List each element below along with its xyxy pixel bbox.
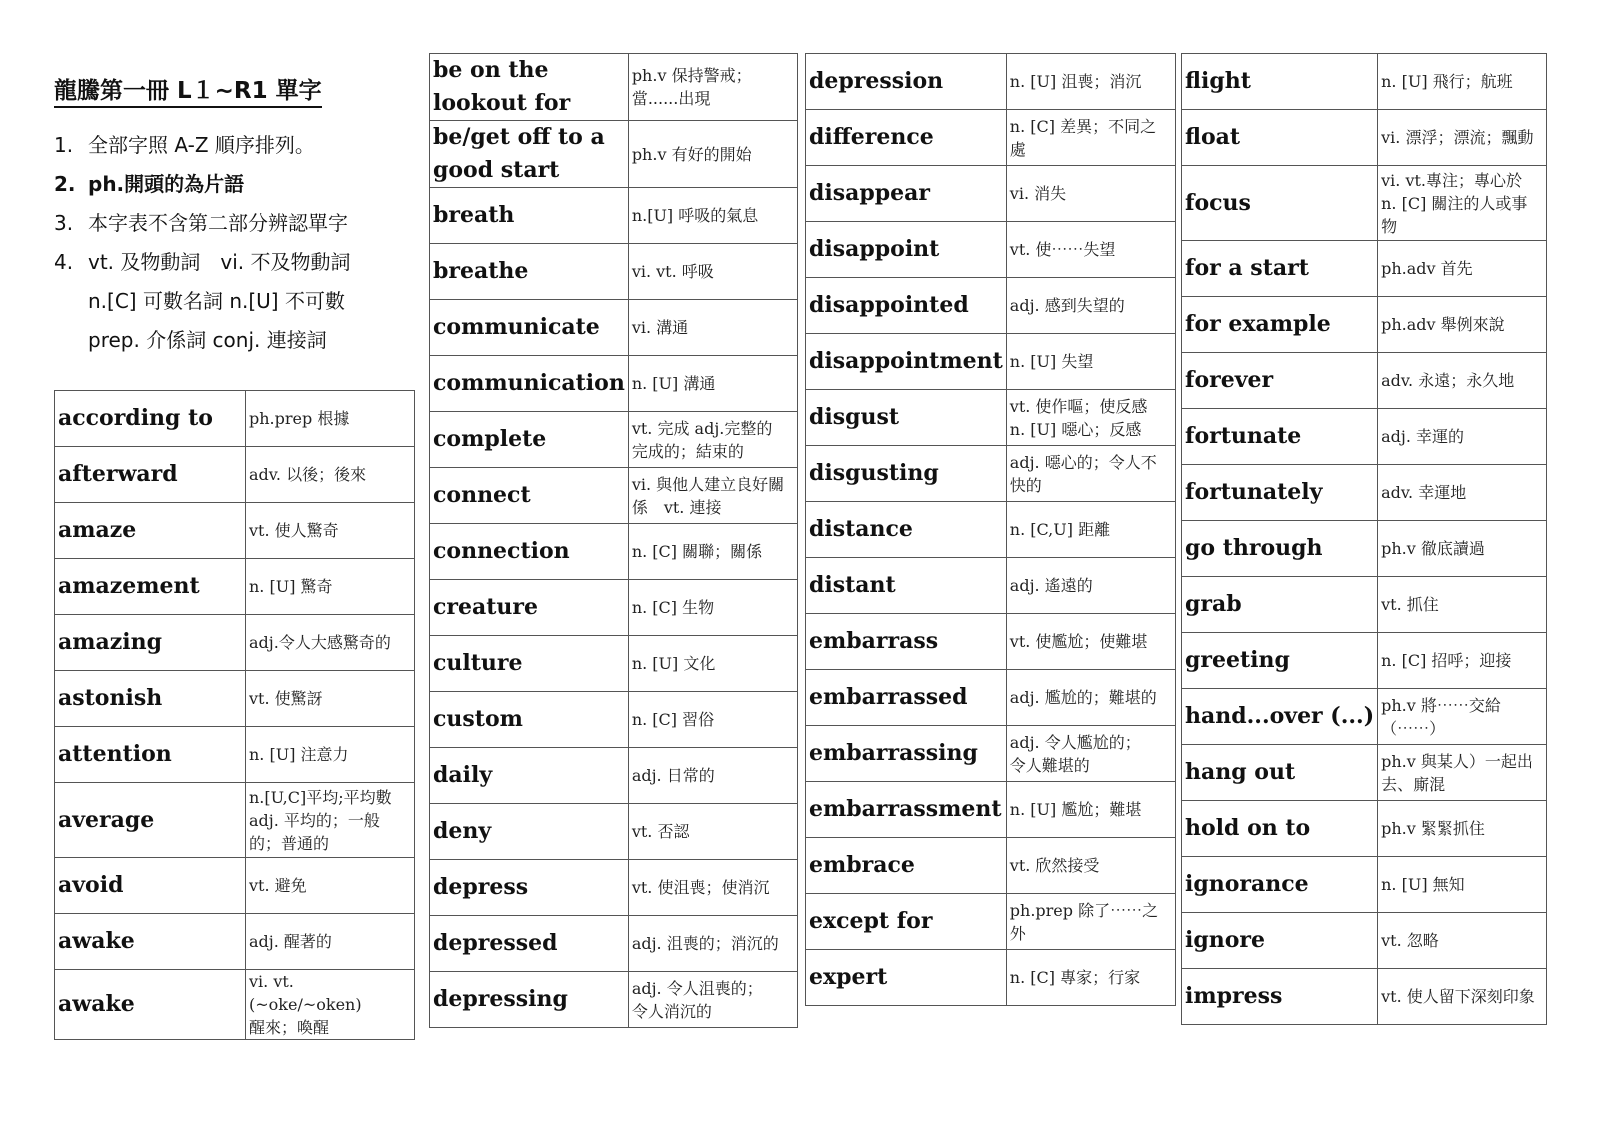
- vocab-row: [806, 670, 1176, 726]
- vocab-word: daily: [430, 748, 629, 804]
- meaning-line: vi. 與他人建立良好關係 vt. 連接: [631, 474, 785, 517]
- meaning-line: adj. 尷尬的；難堪的: [1009, 688, 1157, 707]
- vocab-meaning: [1006, 222, 1175, 278]
- vocab-meaning: [1006, 614, 1175, 670]
- vocab-meaning: [1006, 110, 1175, 166]
- vocab-meaning: [1006, 782, 1175, 838]
- usage-notes: [54, 126, 414, 360]
- vocab-word: ignore: [1182, 913, 1378, 969]
- vocab-meaning: [246, 858, 415, 914]
- meaning-line: vi. vt. (~oke/~oken): [249, 972, 362, 1014]
- vocab-meaning: [1378, 689, 1547, 745]
- note-text: ph.開頭的為片語: [88, 172, 245, 196]
- meaning-line: ph.v 與某人）一起出去、廝混: [1381, 751, 1533, 794]
- meaning-line: n.[U] 呼吸的氣息: [631, 206, 759, 225]
- vocab-row: [430, 972, 798, 1028]
- meaning-line: vt. 使沮喪；使消沉: [631, 878, 770, 897]
- vocab-meaning: [1378, 857, 1547, 913]
- vocab-meaning: [628, 692, 797, 748]
- meaning-line: n. [U] 溝通: [631, 374, 716, 393]
- meaning-line: vt. 抓住: [1381, 595, 1439, 614]
- sheet-title: 龍騰第一冊 L１~R1 單字: [54, 72, 322, 108]
- meaning-line: n. [U] 驚奇: [249, 577, 333, 596]
- meaning-line: n. [U] 飛行；航班: [1381, 72, 1513, 91]
- meaning-line: n. [U] 尷尬；難堪: [1009, 800, 1142, 819]
- meaning-line: 令人難堪的: [1009, 755, 1090, 775]
- note-text: n.[C] 可數名詞 n.[U] 不可數: [88, 289, 345, 313]
- vocab-word: average: [55, 783, 246, 858]
- vocab-row: [806, 782, 1176, 838]
- vocab-row: [1182, 54, 1547, 110]
- vocab-meaning: [1378, 409, 1547, 465]
- meaning-line: vi. vt.專注；專心於: [1381, 170, 1522, 190]
- vocab-meaning: [1378, 166, 1547, 241]
- meaning-line: vt. 完成 adj.完整的: [631, 418, 773, 438]
- meaning-line: vt. 使驚訝: [249, 689, 323, 708]
- vocab-row: [806, 502, 1176, 558]
- vocab-word: hold on to: [1182, 801, 1378, 857]
- vocab-meaning: [1006, 670, 1175, 726]
- vocab-word: amazing: [55, 615, 246, 671]
- vocab-row: [430, 54, 798, 121]
- vocab-row: [806, 54, 1176, 110]
- meaning-line: vi. vt. 呼吸: [631, 262, 714, 281]
- vocab-table-2: [429, 53, 798, 1028]
- vocab-word: for a start: [1182, 241, 1378, 297]
- vocab-word: disappear: [806, 166, 1007, 222]
- vocab-row: [55, 615, 415, 671]
- vocab-row: [55, 671, 415, 727]
- vocab-meaning: [1378, 353, 1547, 409]
- meaning-line: 令人消沉的: [631, 1001, 712, 1021]
- vocab-meaning: [1378, 577, 1547, 633]
- vocab-meaning: [246, 727, 415, 783]
- vocab-word: be on the lookout for: [430, 54, 629, 121]
- vocab-meaning: [246, 914, 415, 970]
- meaning-line: vt. 使人留下深刻印象: [1381, 987, 1535, 1006]
- vocab-meaning: [1378, 913, 1547, 969]
- meaning-line: n. [U] 沮喪；消沉: [1009, 72, 1142, 91]
- vocab-row: [430, 860, 798, 916]
- meaning-line: vt. 使⋯⋯失望: [1009, 240, 1116, 259]
- meaning-line: ph.prep 根據: [249, 409, 350, 428]
- vocab-word: distance: [806, 502, 1007, 558]
- vocab-meaning: [628, 860, 797, 916]
- vocab-row: [1182, 521, 1547, 577]
- vocab-meaning: [1378, 110, 1547, 166]
- vocab-row: [806, 166, 1176, 222]
- vocab-word: breath: [430, 188, 629, 244]
- vocab-row: [430, 244, 798, 300]
- meaning-line: n. [C] 差異；不同之處: [1009, 116, 1157, 159]
- note-item: [54, 126, 414, 165]
- vocab-word: communicate: [430, 300, 629, 356]
- vocab-word: embarrassing: [806, 726, 1007, 782]
- meaning-line: ph.adv 舉例來說: [1381, 315, 1505, 334]
- meaning-line: vt. 使尷尬；使難堪: [1009, 632, 1148, 651]
- vocab-meaning: [628, 524, 797, 580]
- vocab-meaning: [628, 54, 797, 121]
- vocab-meaning: [628, 356, 797, 412]
- vocab-row: [1182, 969, 1547, 1025]
- vocab-word: creature: [430, 580, 629, 636]
- vocab-word: except for: [806, 894, 1007, 950]
- vocab-word: disgusting: [806, 446, 1007, 502]
- vocab-word: hang out: [1182, 745, 1378, 801]
- vocab-word: disappoint: [806, 222, 1007, 278]
- vocab-row: [430, 121, 798, 188]
- meaning-line: adj. 令人尷尬的；: [1009, 732, 1141, 752]
- vocab-meaning: [1006, 726, 1175, 782]
- vocab-meaning: [628, 748, 797, 804]
- meaning-line: vt. 忽略: [1381, 931, 1439, 950]
- meaning-line: ph.v 將⋯⋯交給（⋯⋯）: [1381, 695, 1501, 738]
- vocab-word: disgust: [806, 390, 1007, 446]
- vocab-row: [1182, 801, 1547, 857]
- vocab-word: embarrass: [806, 614, 1007, 670]
- vocab-meaning: [628, 188, 797, 244]
- vocab-row: [806, 222, 1176, 278]
- vocab-meaning: [1006, 950, 1175, 1006]
- vocab-word: breathe: [430, 244, 629, 300]
- vocab-row: [1182, 110, 1547, 166]
- vocab-meaning: [1378, 54, 1547, 110]
- meaning-line: vt. 欣然接受: [1009, 856, 1100, 875]
- meaning-line: adj. 沮喪的；消沉的: [631, 934, 779, 953]
- meaning-line: n. [U] 無知: [1381, 875, 1465, 894]
- vocab-word: difference: [806, 110, 1007, 166]
- vocab-meaning: [628, 121, 797, 188]
- meaning-line: adj. 日常的: [631, 766, 715, 785]
- vocab-row: [1182, 409, 1547, 465]
- vocab-meaning: [1378, 745, 1547, 801]
- meaning-line: 醒來；喚醒: [249, 1018, 330, 1037]
- vocab-row: [1182, 166, 1547, 241]
- vocab-word: embarrassment: [806, 782, 1007, 838]
- vocab-row: [806, 446, 1176, 502]
- vocab-meaning: [628, 412, 797, 468]
- vocab-meaning: [246, 503, 415, 559]
- vocab-meaning: [1378, 465, 1547, 521]
- vocab-meaning: [1006, 54, 1175, 110]
- vocab-row: [806, 894, 1176, 950]
- meaning-line: vi. 溝通: [631, 318, 689, 337]
- note-text: vt. 及物動詞 vi. 不及物動詞: [88, 250, 351, 274]
- vocab-row: [806, 110, 1176, 166]
- meaning-line: n. [C] 習俗: [631, 710, 715, 729]
- meaning-line: adj.令人大感驚奇的: [249, 633, 391, 652]
- vocab-row: [430, 692, 798, 748]
- vocab-meaning: [1006, 390, 1175, 446]
- vocab-word: avoid: [55, 858, 246, 914]
- vocab-row: [1182, 633, 1547, 689]
- meaning-line: adj. 令人沮喪的；: [631, 978, 763, 998]
- vocab-meaning: [1378, 297, 1547, 353]
- vocab-row: [55, 914, 415, 970]
- vocab-meaning: [628, 972, 797, 1028]
- meaning-line: adj. 幸運的: [1381, 427, 1465, 446]
- vocab-word: depression: [806, 54, 1007, 110]
- meaning-line: n. [U] 注意力: [249, 745, 349, 764]
- vocab-row: [1182, 745, 1547, 801]
- vocab-row: [55, 503, 415, 559]
- vocab-meaning: [1006, 278, 1175, 334]
- vocab-meaning: [628, 468, 797, 524]
- meaning-line: vt. 使作嘔；使反感: [1009, 396, 1148, 416]
- vocab-meaning: [1006, 446, 1175, 502]
- meaning-line: adj. 感到失望的: [1009, 296, 1125, 315]
- vocab-meaning: [1378, 969, 1547, 1025]
- meaning-line: vt. 否認: [631, 822, 690, 841]
- vocab-word: afterward: [55, 447, 246, 503]
- vocab-word: for example: [1182, 297, 1378, 353]
- meaning-line: vt. 使人驚奇: [249, 521, 339, 540]
- note-number: 2.: [54, 172, 76, 196]
- vocab-meaning: [628, 580, 797, 636]
- vocab-row: [55, 447, 415, 503]
- vocab-word: expert: [806, 950, 1007, 1006]
- vocab-row: [430, 580, 798, 636]
- vocab-word: depress: [430, 860, 629, 916]
- vocab-word: amazement: [55, 559, 246, 615]
- vocab-row: [1182, 241, 1547, 297]
- vocab-word: ignorance: [1182, 857, 1378, 913]
- note-item: [54, 165, 414, 204]
- vocab-row: [55, 858, 415, 914]
- meaning-line: ph.prep 除了⋯⋯之外: [1009, 900, 1159, 943]
- vocab-meaning: [1006, 502, 1175, 558]
- vocab-row: [430, 748, 798, 804]
- vocab-word: impress: [1182, 969, 1378, 1025]
- vocab-word: communication: [430, 356, 629, 412]
- vocab-meaning: [1378, 801, 1547, 857]
- vocab-word: flight: [1182, 54, 1378, 110]
- vocab-row: [806, 950, 1176, 1006]
- meaning-line: adj. 噁心的；令人不快的: [1009, 452, 1157, 495]
- vocab-meaning: [246, 970, 415, 1040]
- vocab-word: grab: [1182, 577, 1378, 633]
- meaning-line: n. [U] 文化: [631, 654, 716, 673]
- vocab-row: [430, 300, 798, 356]
- vocab-row: [55, 559, 415, 615]
- vocab-meaning: [1378, 633, 1547, 689]
- vocab-word: hand...over (...): [1182, 689, 1378, 745]
- vocab-meaning: [628, 244, 797, 300]
- vocab-meaning: [628, 804, 797, 860]
- vocab-row: [806, 838, 1176, 894]
- vocab-row: [806, 558, 1176, 614]
- vocab-meaning: [628, 916, 797, 972]
- vocab-row: [55, 970, 415, 1040]
- vocab-row: [430, 524, 798, 580]
- meaning-line: n. [U] 失望: [1009, 352, 1094, 371]
- vocab-table-4: [1181, 53, 1547, 1025]
- meaning-line: 完成的；結束的: [631, 441, 744, 461]
- vocab-row: [430, 804, 798, 860]
- vocab-word: greeting: [1182, 633, 1378, 689]
- vocab-row: [430, 412, 798, 468]
- vocab-row: [806, 334, 1176, 390]
- vocab-word: disappointed: [806, 278, 1007, 334]
- note-item: [54, 204, 414, 243]
- vocab-word: distant: [806, 558, 1007, 614]
- vocab-row: [1182, 297, 1547, 353]
- vocab-word: go through: [1182, 521, 1378, 577]
- note-item: [54, 243, 414, 360]
- vocab-meaning: [1006, 166, 1175, 222]
- note-text: prep. 介係詞 conj. 連接詞: [88, 328, 327, 352]
- vocab-word: attention: [55, 727, 246, 783]
- meaning-line: ph.v 保持警戒；當......出現: [631, 66, 752, 108]
- vocab-row: [1182, 577, 1547, 633]
- vocab-word: embarrassed: [806, 670, 1007, 726]
- vocab-word: complete: [430, 412, 629, 468]
- vocab-meaning: [1378, 521, 1547, 577]
- vocab-word: according to: [55, 391, 246, 447]
- vocab-word: culture: [430, 636, 629, 692]
- meaning-line: adv. 以後；後來: [249, 465, 367, 484]
- meaning-line: n. [C] 生物: [631, 598, 715, 617]
- note-number: 3.: [54, 211, 74, 235]
- meaning-line: n. [C] 關注的人或事物: [1381, 193, 1528, 236]
- vocab-row: [806, 278, 1176, 334]
- vocab-row: [430, 356, 798, 412]
- vocab-word: float: [1182, 110, 1378, 166]
- vocab-meaning: [246, 615, 415, 671]
- meaning-line: vi. 漂浮；漂流；飄動: [1381, 128, 1534, 147]
- note-text: 全部字照 A-Z 順序排列。: [88, 133, 315, 157]
- vocab-word: fortunate: [1182, 409, 1378, 465]
- vocab-word: forever: [1182, 353, 1378, 409]
- vocab-word: astonish: [55, 671, 246, 727]
- vocab-row: [1182, 857, 1547, 913]
- vocab-meaning: [1378, 241, 1547, 297]
- vocab-word: deny: [430, 804, 629, 860]
- meaning-line: adj. 醒著的: [249, 932, 332, 951]
- note-number: 4.: [54, 250, 74, 274]
- vocab-meaning: [246, 447, 415, 503]
- meaning-line: adv. 幸運地: [1381, 483, 1467, 502]
- vocab-row: [55, 391, 415, 447]
- vocab-word: disappointment: [806, 334, 1007, 390]
- meaning-line: n. [C,U] 距離: [1009, 520, 1111, 539]
- meaning-line: n. [U] 噁心；反感: [1009, 419, 1142, 439]
- vocab-meaning: [1006, 838, 1175, 894]
- vocab-word: fortunately: [1182, 465, 1378, 521]
- vocab-row: [1182, 353, 1547, 409]
- vocab-row: [55, 727, 415, 783]
- meaning-line: adj. 平均的；一般的；普通的: [249, 810, 380, 853]
- vocab-row: [806, 614, 1176, 670]
- vocab-meaning: [1006, 558, 1175, 614]
- vocab-word: amaze: [55, 503, 246, 559]
- vocab-meaning: [246, 391, 415, 447]
- vocab-row: [430, 636, 798, 692]
- vocab-word: depressing: [430, 972, 629, 1028]
- vocab-row: [806, 726, 1176, 782]
- meaning-line: n. [C] 招呼；迎接: [1381, 651, 1512, 670]
- meaning-line: adj. 遙遠的: [1009, 576, 1093, 595]
- note-number: 1.: [54, 133, 74, 157]
- meaning-line: ph.adv 首先: [1381, 259, 1473, 278]
- vocab-word: focus: [1182, 166, 1378, 241]
- vocab-meaning: [246, 671, 415, 727]
- vocab-meaning: [628, 636, 797, 692]
- vocab-word: awake: [55, 970, 246, 1040]
- vocab-meaning: [246, 783, 415, 858]
- meaning-line: n. [C] 關聯；關係: [631, 542, 763, 561]
- meaning-line: ph.v 有好的開始: [631, 144, 752, 164]
- vocab-row: [806, 390, 1176, 446]
- vocab-row: [1182, 689, 1547, 745]
- meaning-line: n. [C] 專家；行家: [1009, 968, 1141, 987]
- vocab-meaning: [1006, 334, 1175, 390]
- vocab-word: awake: [55, 914, 246, 970]
- vocab-meaning: [246, 559, 415, 615]
- meaning-line: adv. 永遠；永久地: [1381, 371, 1515, 390]
- vocab-row: [55, 783, 415, 858]
- vocab-word: custom: [430, 692, 629, 748]
- vocab-row: [1182, 465, 1547, 521]
- vocab-word: connect: [430, 468, 629, 524]
- vocab-word: embrace: [806, 838, 1007, 894]
- vocab-table-3: [805, 53, 1176, 1006]
- vocab-meaning: [1006, 894, 1175, 950]
- vocab-row: [430, 916, 798, 972]
- meaning-line: n.[U,C]平均;平均數: [249, 787, 392, 807]
- vocab-word: connection: [430, 524, 629, 580]
- meaning-line: ph.v 徹底讀過: [1381, 539, 1485, 558]
- vocab-row: [430, 468, 798, 524]
- vocab-row: [430, 188, 798, 244]
- meaning-line: vi. 消失: [1009, 184, 1067, 203]
- meaning-line: vt. 避免: [249, 876, 307, 895]
- vocab-row: [1182, 913, 1547, 969]
- vocab-table-1: [54, 390, 415, 1040]
- note-text: 本字表不含第二部分辨認單字: [88, 211, 348, 235]
- meaning-line: ph.v 緊緊抓住: [1381, 819, 1485, 838]
- vocab-meaning: [628, 300, 797, 356]
- vocab-word: depressed: [430, 916, 629, 972]
- vocab-word: be/get off to a good start: [430, 121, 629, 188]
